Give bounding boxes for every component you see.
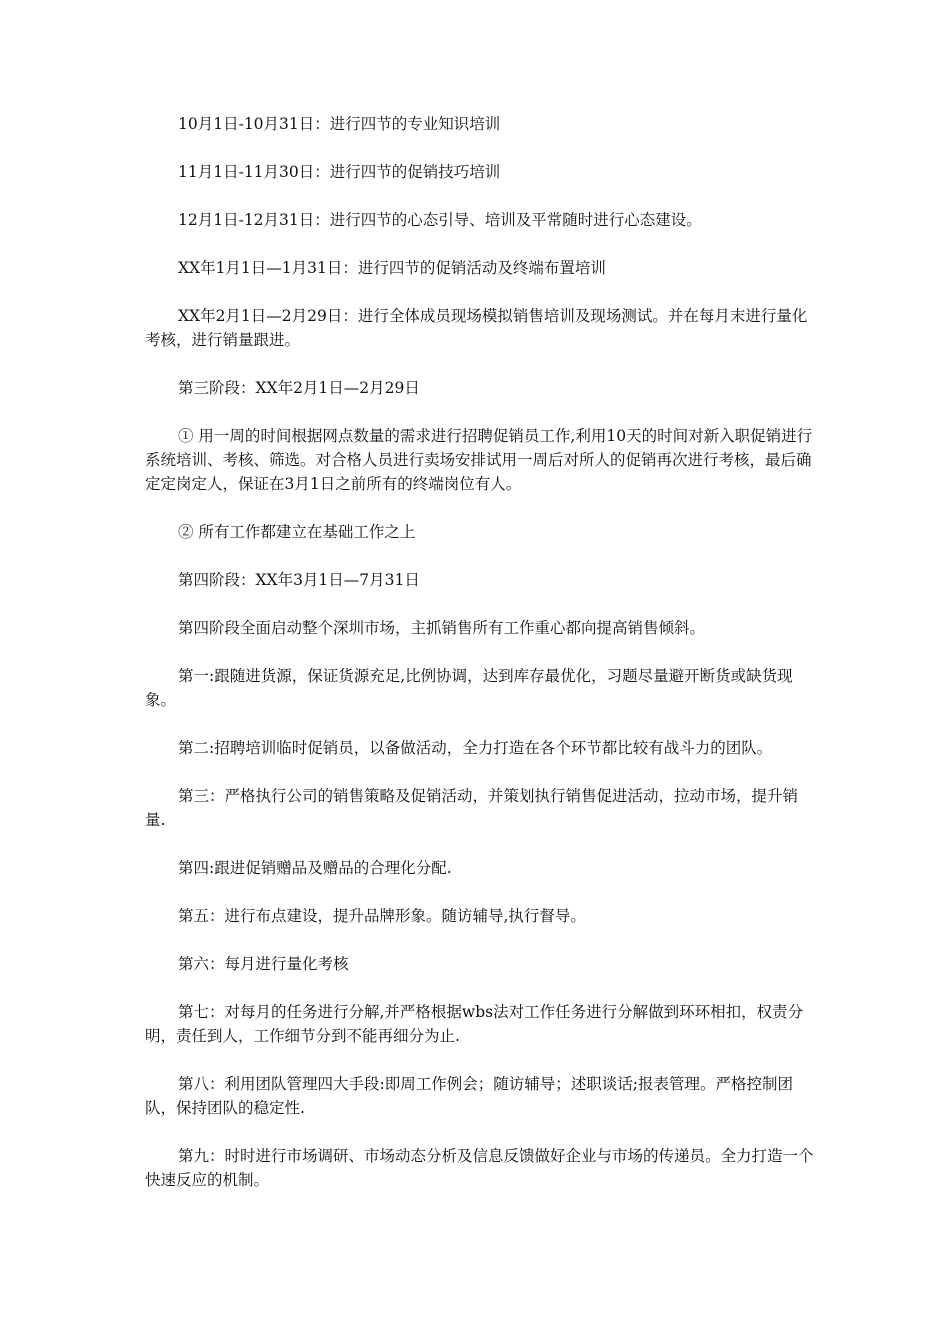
paragraph-training-jan: XX年1月1日—1月31日：进行四节的促销活动及终端布置培训 (178, 259, 606, 277)
paragraph-point-4: 第四:跟进促销赠品及赠品的合理化分配. (178, 859, 452, 877)
paragraph-phase-three-item-1: ① 用一周的时间根据网点数量的需求进行招聘促销员工作,利用10天的时间对新入职促销进行系统培训、考核、筛选。对合格人员进行卖场安排试用一周后对所人的促销再次进行考核，最后确定定岗定人，保证在3月1日之前所有的终端岗位有人。 (145, 427, 813, 493)
paragraph-point-7: 第七：对每月的任务进行分解,并严格根据wbs法对工作任务进行分解做到环环相扣，权责分明，责任到人，工作细节分到不能再细分为止. (145, 1003, 804, 1045)
paragraph-phase-four-heading: 第四阶段：XX年3月1日—7月31日 (178, 571, 420, 589)
paragraph-phase-four-intro: 第四阶段全面启动整个深圳市场，主抓销售所有工作重心都向提高销售倾斜。 (178, 619, 706, 637)
paragraph-training-oct: 10月1日-10月31日：进行四节的专业知识培训 (178, 115, 501, 133)
paragraph-point-8: 第八：利用团队管理四大手段:即周工作例会；随访辅导；述职谈话;报表管理。严格控制团队，保持团队的稳定性. (145, 1075, 793, 1117)
paragraph-point-2: 第二:招聘培训临时促销员，以备做活动，全力打造在各个环节都比较有战斗力的团队。 (178, 739, 773, 757)
paragraph-point-5: 第五：进行布点建设，提升品牌形象。随访辅导,执行督导。 (178, 907, 586, 925)
paragraph-point-1: 第一:跟随进货源，保证货源充足,比例协调，达到库存最优化，习题尽量避开断货或缺货现象。 (145, 667, 793, 709)
paragraph-phase-three-item-2: ② 所有工作都建立在基础工作之上 (178, 523, 416, 541)
paragraph-point-9: 第九：时时进行市场调研、市场动态分析及信息反馈做好企业与市场的传递员。全力打造一个快速反应的机制。 (145, 1147, 814, 1189)
paragraph-point-3: 第三：严格执行公司的销售策略及促销活动，并策划执行销售促进活动，拉动市场，提升销量. (145, 787, 799, 829)
document-body (145, 112, 815, 1216)
paragraph-training-feb: XX年2月1日—2月29日：进行全体成员现场模拟销售培训及现场测试。并在每月末进行量化考核，进行销量跟进。 (145, 307, 808, 349)
paragraph-training-dec: 12月1日-12月31日：进行四节的心态引导、培训及平常随时进行心态建设。 (178, 211, 702, 229)
paragraph-phase-three-heading: 第三阶段：XX年2月1日—2月29日 (178, 379, 420, 397)
paragraph-training-nov: 11月1日-11月30日：进行四节的促销技巧培训 (178, 163, 501, 181)
paragraph-point-6: 第六：每月进行量化考核 (178, 955, 349, 973)
